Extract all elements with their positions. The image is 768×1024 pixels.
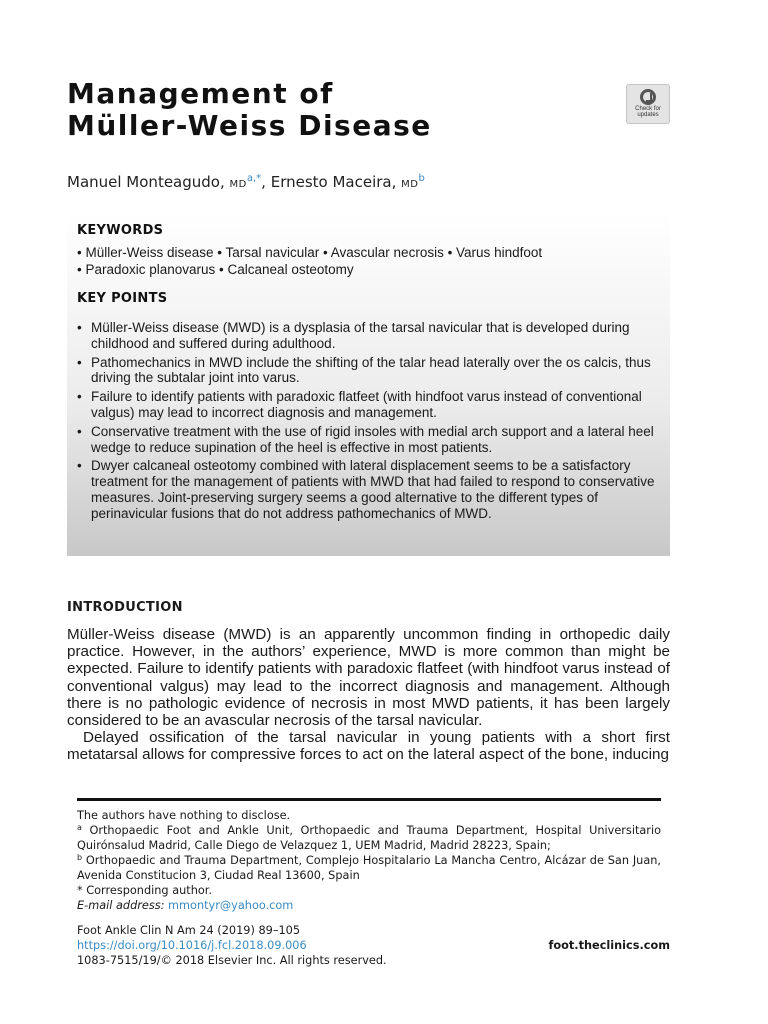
affiliation-a-mark: a — [77, 823, 82, 832]
email-link[interactable]: mmontyr@yahoo.com — [168, 899, 294, 912]
check-for-updates-badge[interactable] — [626, 84, 670, 124]
check-for-updates-icon — [640, 89, 656, 105]
doi-link[interactable]: https://doi.org/10.1016/j.fcl.2018.09.006 — [77, 939, 307, 952]
introduction-heading: INTRODUCTION — [67, 600, 183, 615]
title-line-1: Management of — [67, 77, 334, 110]
badge-text-1: Check for — [635, 106, 661, 112]
keywords-line-1: • Müller-Weiss disease • Tarsal navicular • Avascular necrosis • Varus hindfoot — [77, 245, 543, 260]
author-1-affiliation[interactable]: a,* — [246, 173, 262, 184]
introduction-body — [67, 626, 670, 764]
keywords-line-2: • Paradoxic planovarus • Calcaneal osteotomy — [77, 262, 354, 277]
key-points-list — [77, 320, 660, 522]
disclosure-note: The authors have nothing to disclose. — [77, 809, 291, 822]
author-1-name: Manuel Monteagudo, — [67, 173, 225, 191]
keywords-heading: KEYWORDS — [77, 223, 164, 238]
author-2-name: Ernesto Maceira, — [270, 173, 397, 191]
journal-citation: Foot Ankle Clin N Am 24 (2019) 89–105 — [77, 924, 301, 937]
copyright-notice: 1083-7515/19/© 2018 Elsevier Inc. All rights reserved. — [77, 954, 387, 967]
keywords-list — [77, 244, 660, 278]
key-point-item: • Dwyer calcaneal osteotomy combined with lateral displacement seems to be a satisfactory treatment for the management of patients with MWD that had failed to respond to conservative measures. Joint-preserving surgery seems a good alternative to the different types of perinavicular fusions that do not address pathomechanics of MWD. — [77, 458, 660, 521]
author-2-degree: MD — [401, 179, 419, 190]
key-point-item: • Pathomechanics in MWD include the shifting of the talar head laterally over the os calcis, thus driving the subtalar joint into varus. — [77, 355, 660, 387]
author-1-degree: MD — [229, 179, 247, 190]
email-label: E-mail address: — [77, 899, 165, 912]
title-line-2: Müller-Weiss Disease — [67, 109, 432, 142]
affiliation-a-text: Orthopaedic Foot and Ankle Unit, Orthopaedic and Trauma Department, Hospital Universitario Quirónsalud Madrid, Calle Diego de Velazquez 1, UEM Madrid, Madrid 28223, Spain; — [77, 824, 662, 852]
journal-website: foot.theclinics.com — [548, 939, 670, 952]
badge-text-2: updates — [637, 112, 659, 118]
journal-info — [77, 923, 670, 968]
corresponding-author-note: * Corresponding author. — [77, 884, 212, 897]
author-line — [67, 173, 425, 191]
article-title — [67, 78, 587, 142]
affiliation-b-mark: b — [77, 853, 83, 862]
keywords-keypoints-box — [67, 213, 670, 556]
author-2-affiliation[interactable]: b — [418, 173, 425, 184]
key-point-item: • Müller-Weiss disease (MWD) is a dysplasia of the tarsal navicular that is developed during childhood and suffered during adulthood. — [77, 320, 660, 352]
key-point-item: • Conservative treatment with the use of rigid insoles with medial arch support and a lateral heel wedge to reduce supination of the heel is effective in most patients. — [77, 424, 660, 456]
introduction-paragraph-1: Müller-Weiss disease (MWD) is an apparently uncommon finding in orthopedic daily practice. However, in the authors’ experience, MWD is more common than might be expected. Failure to identify patients with paradoxic flatfeet (with hindfoot varus instead of conventional valgus) may lead to the incorrect diagnosis and management. Although there is no pathologic evidence of necrosis in most MWD patients, it has been largely considered to be an avascular necrosis of the tarsal navicular. — [67, 626, 670, 730]
affiliation-a — [77, 823, 661, 853]
footnote-divider — [77, 798, 661, 801]
footnotes — [77, 808, 661, 913]
key-point-item: • Failure to identify patients with paradoxic flatfeet (with hindfoot varus instead of conventional valgus) may lead to incorrect diagnosis and management. — [77, 389, 660, 421]
key-points-heading: KEY POINTS — [77, 291, 168, 306]
author-separator: , — [261, 173, 266, 191]
affiliation-b — [77, 853, 661, 883]
key-points-section — [77, 291, 660, 522]
email-line — [77, 898, 661, 913]
affiliation-b-text: Orthopaedic and Trauma Department, Complejo Hospitalario La Mancha Centro, Alcázar de San Juan, Avenida Constitucion 3, Ciudad Real 13600, Spain — [77, 854, 661, 882]
introduction-paragraph-2: Delayed ossification of the tarsal navicular in young patients with a short first metatarsal allows for compressive forces to act on the lateral aspect of the bone, inducing — [67, 729, 670, 764]
